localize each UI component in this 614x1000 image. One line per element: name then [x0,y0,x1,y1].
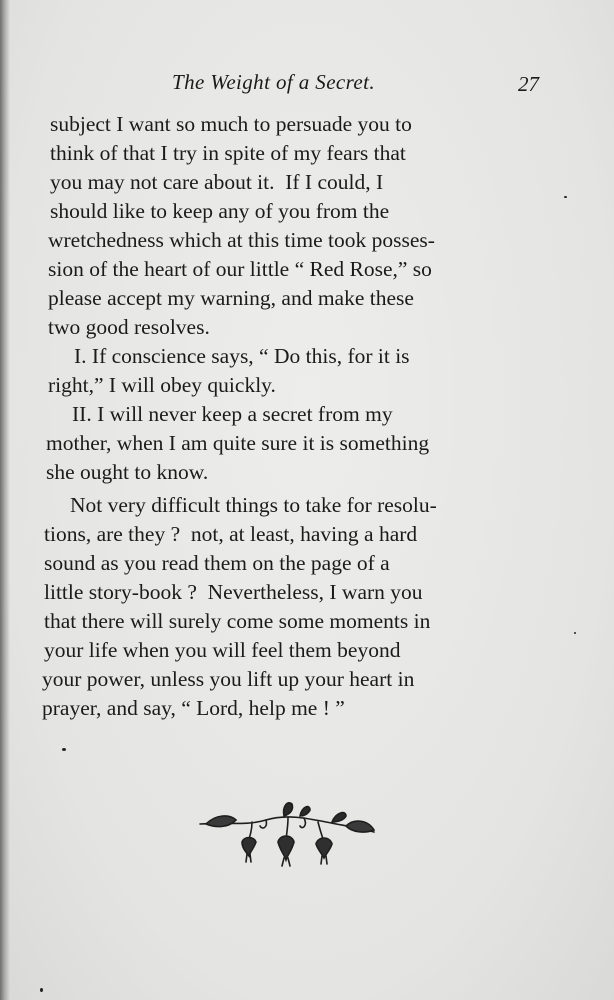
text-line: right,” I will obey quickly. [48,373,276,397]
text-line: mother, when I am quite sure it is something [46,431,430,455]
print-speck [40,988,43,992]
text-line: your life when you will feel them beyond [44,638,401,662]
text-line: you may not care about it. If I could, I [50,170,384,194]
text-line: should like to keep any of you from the [50,199,390,223]
print-speck [564,196,567,198]
text-line: tions, are they ? not, at least, having a hard [44,522,418,546]
binding-shadow [0,0,10,1000]
print-speck [62,748,66,751]
text-line: little story-book ? Nevertheless, I warn you [44,580,423,604]
page-number: 27 [518,72,539,96]
running-title: The Weight of a Secret. [172,70,376,94]
print-speck [574,632,576,634]
text-line: think of that I try in spite of my fears that [50,141,406,165]
text-line: please accept my warning, and make these [48,286,414,310]
text-line: I. If conscience says, “ Do this, for it is [74,344,410,368]
text-line: wretchedness which at this time took posses- [48,228,435,252]
text-line: she ought to know. [46,460,209,484]
text-line: Not very difficult things to take for resolu- [70,493,437,517]
text-line: that there will surely come some moments in [44,609,431,633]
running-head [0,70,614,104]
text-line: II. I will never keep a secret from my [72,402,393,426]
text-line: sound as you read them on the page of a [44,551,390,575]
floral-fuchsia-vignette-icon [196,796,378,868]
text-line: subject I want so much to persuade you to [50,112,412,136]
text-line: your power, unless you lift up your heart in [42,667,415,691]
text-line: two good resolves. [48,315,210,339]
text-line: sion of the heart of our little “ Red Rose,” so [48,257,432,281]
text-line: prayer, and say, “ Lord, help me ! ” [42,696,345,720]
